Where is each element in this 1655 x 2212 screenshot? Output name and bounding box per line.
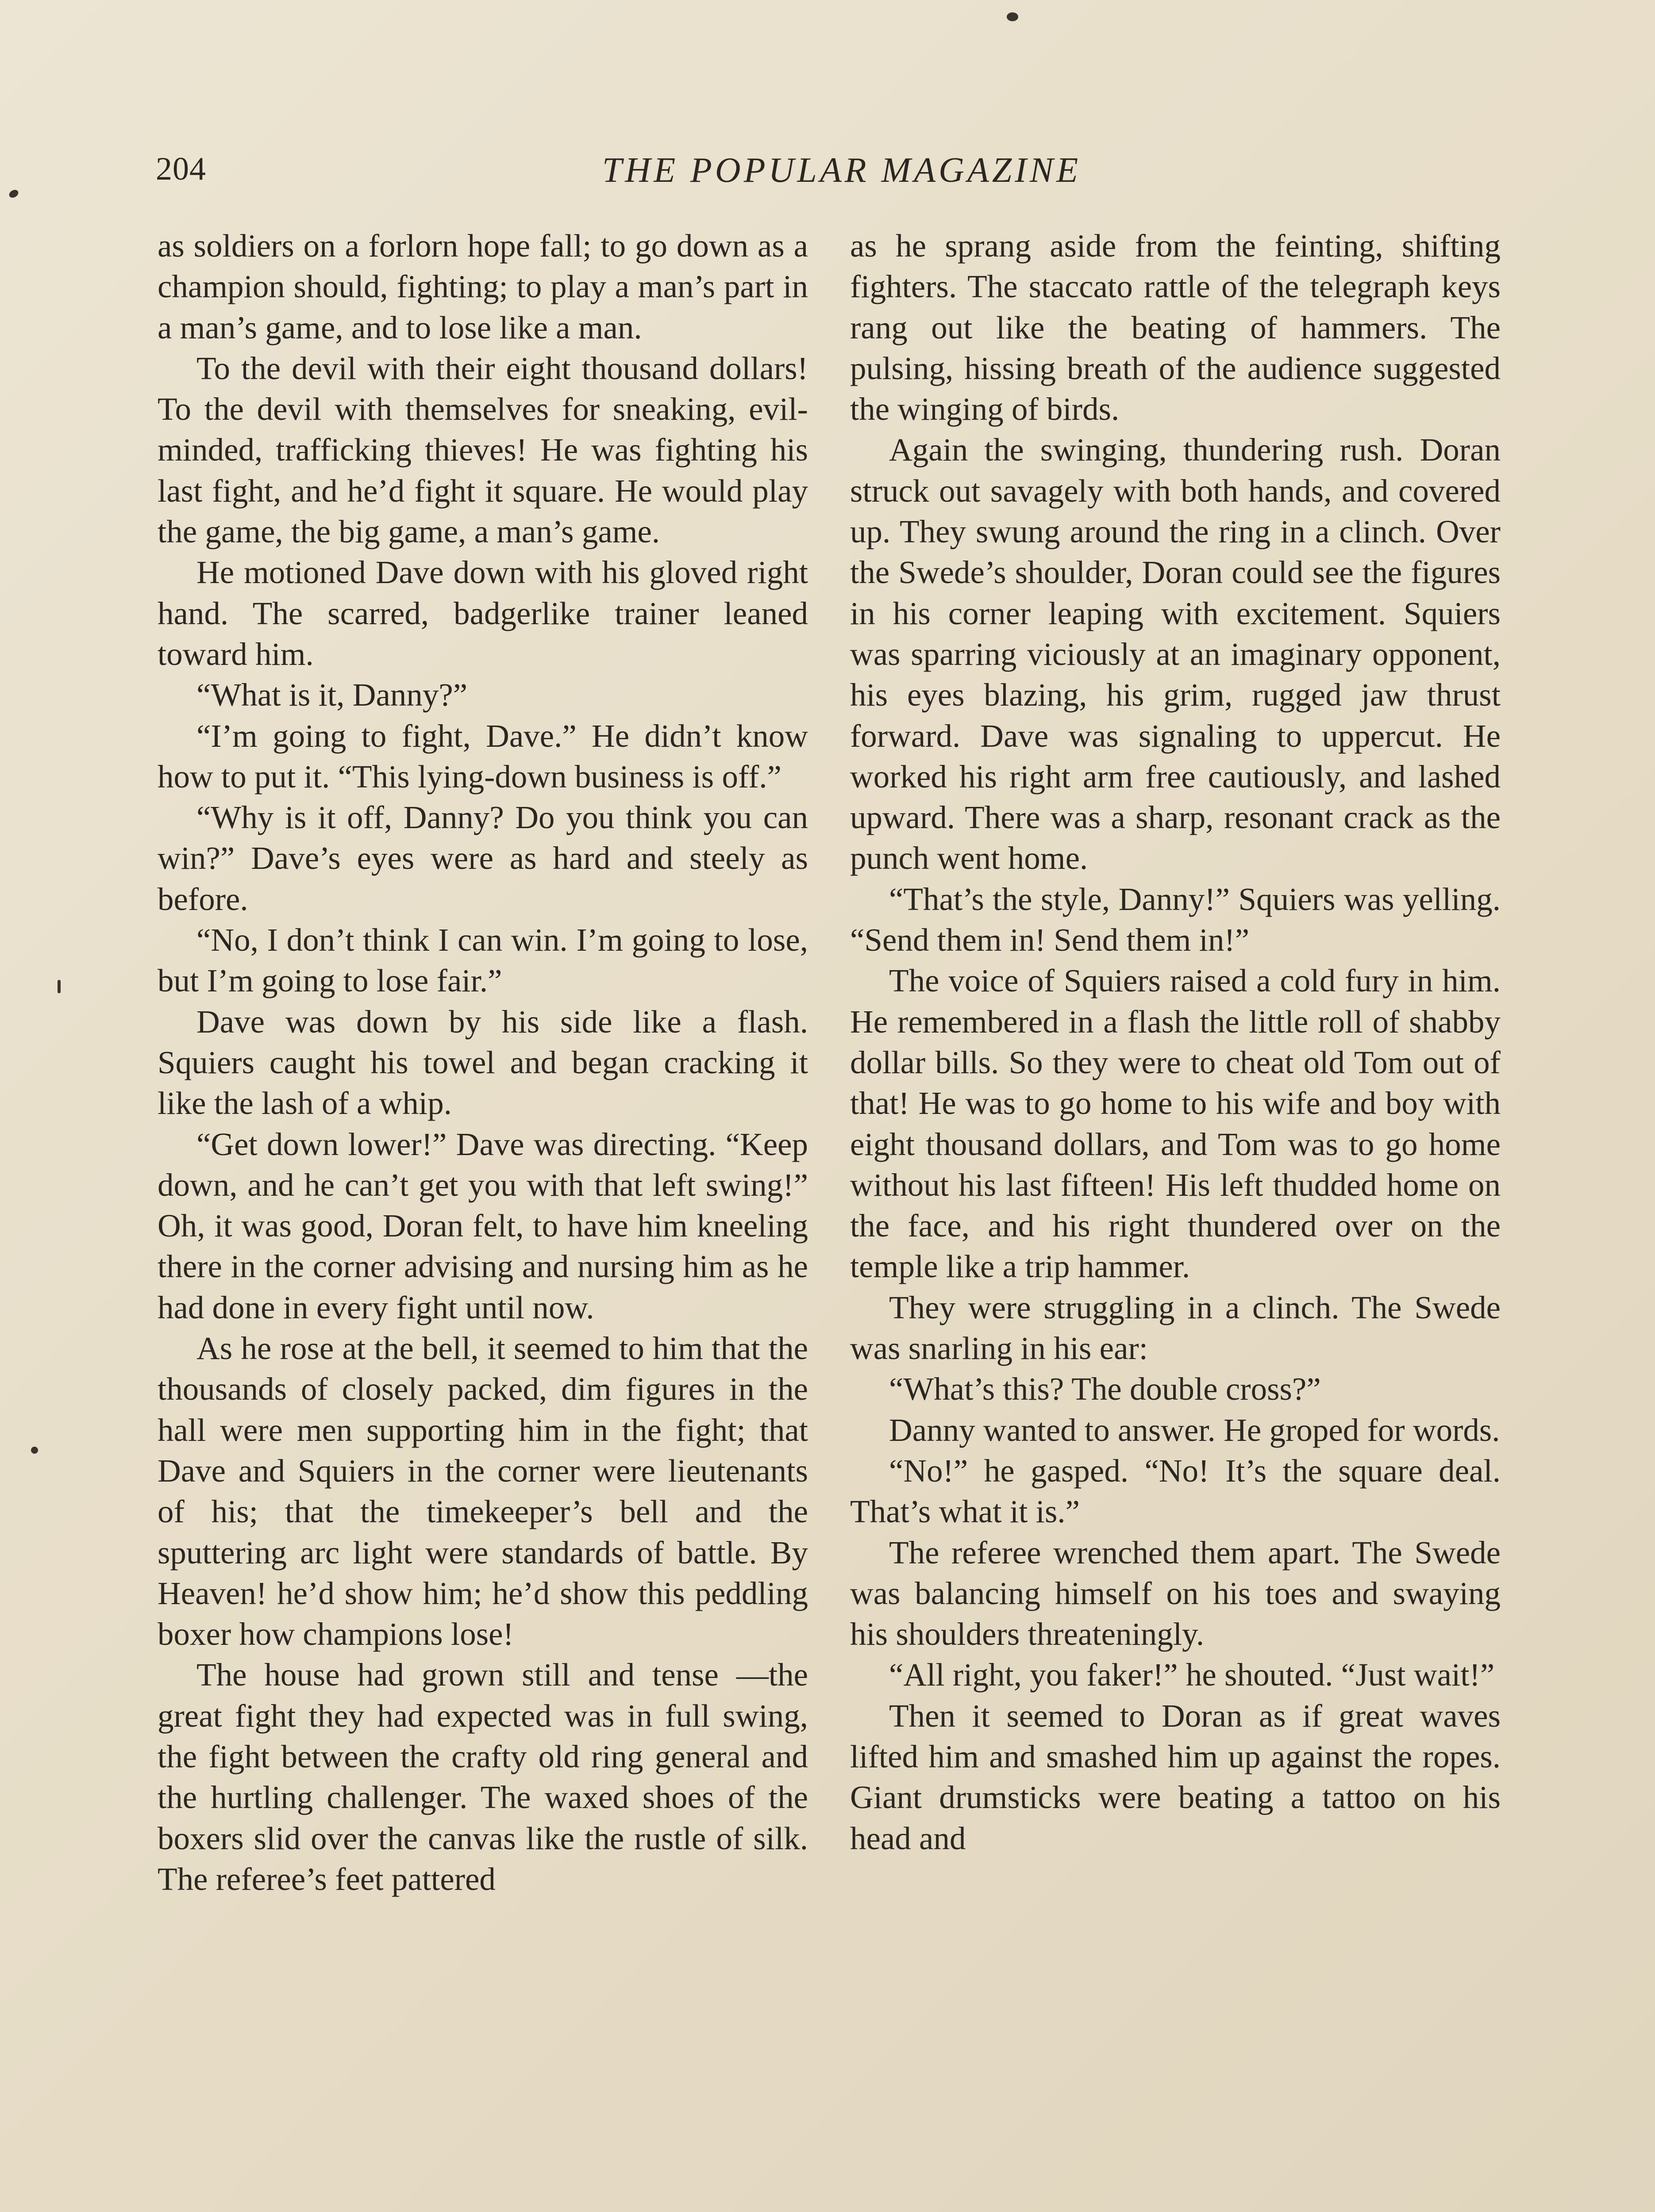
ink-speck <box>58 980 61 993</box>
paragraph: The referee wrenched them apart. The Swede was balancing himself on his toes and swaying his shoulders threateningly. <box>850 1534 1501 1652</box>
page-number: 204 <box>156 151 206 187</box>
paragraph: As he rose at the bell, it seemed to him that the thousands of closely packed, dim figures in the hall were men supporting him in the fight; that Dave and Squiers in the corner were lieutenants of his; that the timekeeper’s bell and the sputtering arc light were standards of battle. By Heaven! he’d show him; he’d show this peddling boxer how champions lose! <box>158 1330 808 1652</box>
paragraph: The voice of Squiers raised a cold fury in him. He remembered in a flash the little roll of shabby dollar bills. So they were to cheat old Tom out of that! He was to go home to his wife and boy with eight thousand dollars, and Tom was to go home without his last fifteen! His left thudded home on the face, and his right thundered over on the temple like a trip hammer. <box>850 963 1501 1285</box>
paragraph: Again the swinging, thundering rush. Doran struck out savagely with both hands, and covered up. They swung around the ring in a clinch. Over the Swede’s shoulder, Doran could see the figures in his corner leaping with excitement. Squiers was sparring viciously at an imaginary opponent, his eyes blazing, his grim, rugged jaw thrust forward. Dave was signaling to uppercut. He worked his right arm free cautiously, and lashed upward. There was a sharp, resonant crack as the punch went home. <box>850 432 1501 876</box>
paragraph: “Why is it off, Danny? Do you think you can win?” Dave’s eyes were as hard and steely as before. <box>158 799 808 917</box>
paragraph: as soldiers on a forlorn hope fall; to go down as a champion should, fighting; to play a man’s part in a man’s game, and to lose like a man. <box>158 228 808 346</box>
ink-speck <box>1007 12 1018 21</box>
paragraph: To the devil with their eight thousand dollars! To the devil with themselves for sneaking, evil-minded, trafficking thieves! He was fighting his last fight, and he’d fight it square. He would play the game, the big game, a man’s game. <box>158 350 808 550</box>
paragraph: He motioned Dave down with his gloved right hand. The scarred, badgerlike trainer leaned toward him. <box>158 554 808 672</box>
paragraph: Dave was down by his side like a flash. Squiers caught his towel and began cracking it like the lash of a whip. <box>158 1003 808 1121</box>
right-text-column <box>850 226 1501 2212</box>
paragraph: Danny wanted to answer. He groped for words. <box>889 1412 1500 1448</box>
paragraph: “What is it, Danny?” <box>196 677 468 713</box>
paragraph: “No!” he gasped. “No! It’s the square deal. That’s what it is.” <box>850 1452 1501 1530</box>
paragraph: They were struggling in a clinch. The Swede was snarling in his ear: <box>850 1289 1501 1367</box>
paragraph: “All right, you faker!” he shouted. “Just wait!” <box>889 1657 1495 1693</box>
paragraph: The house had grown still and tense —the great fight they had expected was in full swing, the fight between the crafty old ring general and the hurtling challenger. The waxed shoes of the boxers slid over the canvas like the rustle of silk. The referee’s feet pattered <box>158 1657 808 1897</box>
left-text-column <box>158 226 808 2212</box>
paragraph: Then it seemed to Doran as if great waves lifted him and smashed him up against the ropes. Giant drumsticks were beating a tattoo on his head and <box>850 1697 1501 1856</box>
paragraph: “What’s this? The double cross?” <box>889 1371 1321 1407</box>
page-header <box>156 146 1501 204</box>
paragraph: “No, I don’t think I can win. I’m going to lose, but I’m going to lose fair.” <box>158 922 808 999</box>
ink-speck <box>31 1447 38 1454</box>
paragraph: as he sprang aside from the feinting, shifting fighters. The staccato rattle of the telegraph keys rang out like the beating of hammers. The pulsing, hissing breath of the audience suggested the winging of birds. <box>850 228 1501 427</box>
paragraph: “I’m going to fight, Dave.” He didn’t know how to put it. “This lying-down business is off.” <box>158 718 808 795</box>
paragraph: “Get down lower!” Dave was directing. “Keep down, and he can’t get you with that left swing!” Oh, it was good, Doran felt, to have him kneeling there in the corner advising and nursing him as he had done in every fight until now. <box>158 1126 808 1325</box>
ink-speck <box>8 188 19 200</box>
paragraph: “That’s the style, Danny!” Squiers was yelling. “Send them in! Send them in!” <box>850 881 1501 958</box>
running-title: THE POPULAR MAGAZINE <box>602 151 1082 190</box>
